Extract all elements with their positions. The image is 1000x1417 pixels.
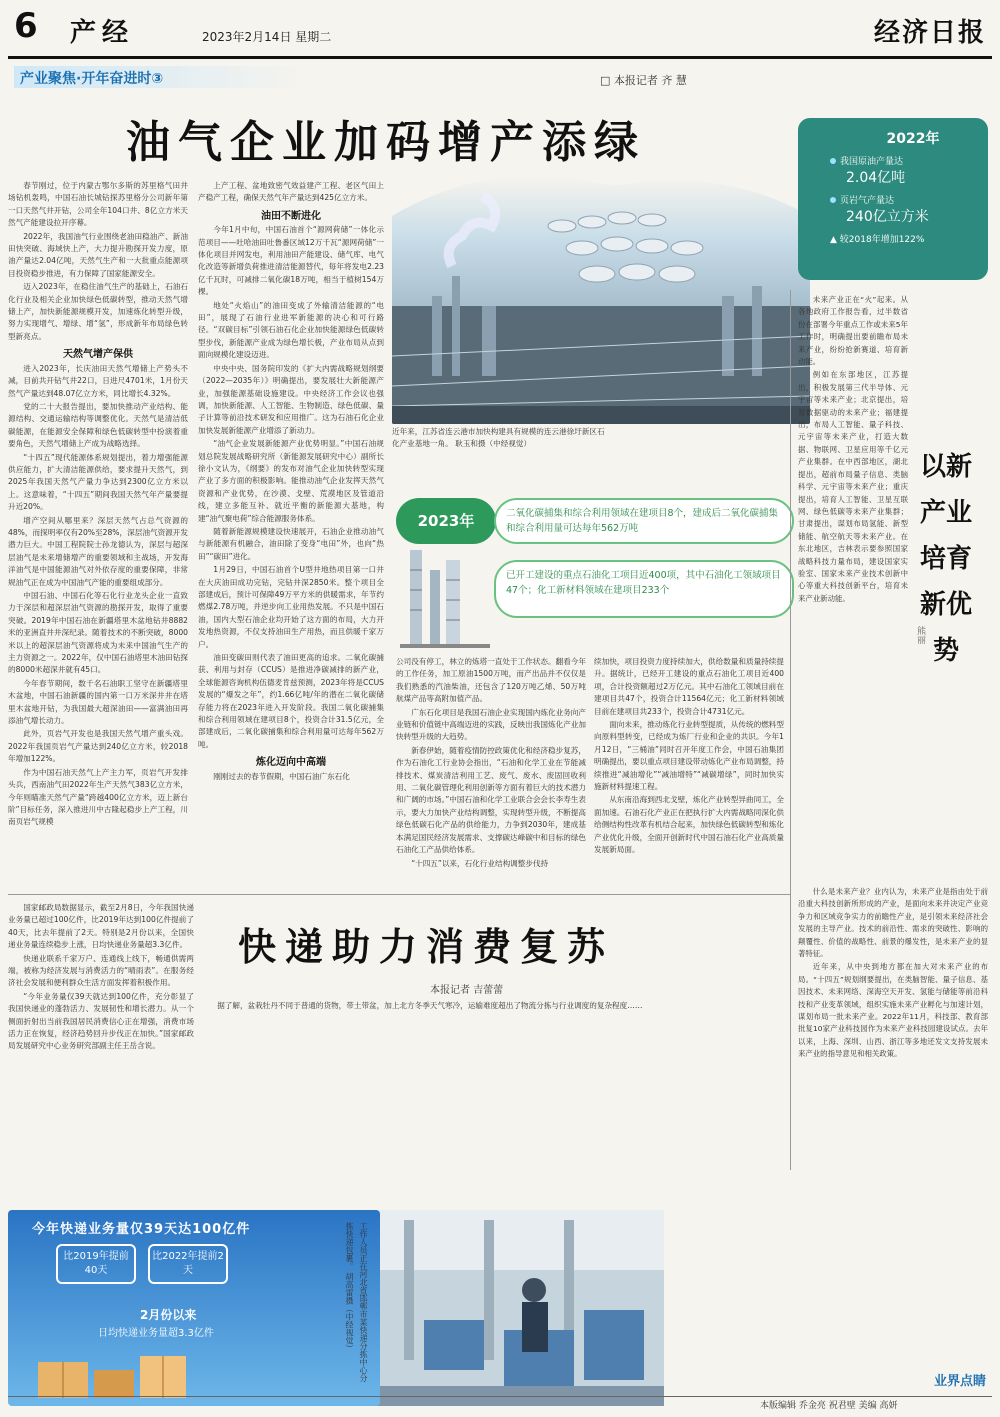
column-divider (790, 290, 791, 1170)
opinion-column-bottom (798, 886, 988, 1366)
opinion-title: 以新产业培育新优势 (919, 452, 972, 666)
paragraph: 2022年，我国油气行业围绕老油田稳油产、新油田快突破、海域快上产，大力提升勘探开发力度，原油产量达2.04亿吨，天然气生产和一大批重点能源项目投资稳步推进，有力保障了国家能源安全。 (8, 231, 188, 278)
paragraph: 续加快，项目投资力度持续加大，供给数量和质量持续提升。据统计，已经开工建设的重点石油化工项目近400项，合计投资额超过2万亿元。其中石油化工领域目前在建项目共47个，投资合计11564亿元；化工新材料领域目前在建项目共233个，投资合计4731亿元。 (594, 657, 784, 716)
express-stat-2022: 比2022年提前2天 (148, 1244, 228, 1284)
feature-kicker: 产业聚焦·开年奋进时③ (14, 66, 314, 88)
paragraph: 今年春节期间，数千名石油职工坚守在新疆塔里木盆地，中国石油新疆的国内第一口万米深井井在塔里木盆地开钻，为我国最大超深油田——富满油田再添油气增长动力。 (8, 678, 188, 726)
paragraph: 公司没有停工，林立的炼塔一直处于工作状态。翻看今年的工作任务，加工原油1500万吨，而产出品并不仅仅是我们熟悉的汽油柴油，还包含了120万吨乙烯、50万吨航煤产品等高附加值产品。 (396, 657, 586, 704)
stat-label: 页岩气产量达 (830, 193, 976, 206)
paragraph: “十四五”以来，石化行业结构调整步伐持 (411, 858, 549, 868)
paragraph: 例如在东部地区，江苏提出，积极发展第三代半导体、元宇宙等未来产业；北京提出，培育数据驱动的未来产业；福建提出，布局人工智能、量子科技、元宇宙等未来产业，打造大数据、物联网、卫星应用等千亿元产业集群。在中西部地区，湖北提出，超前布局量子信息、类脑科学、元宇宙等未来产业；重庆提出，培育人工智能、卫星互联网、绿色低碳等未来产业集群；甘肃提出，谋划布局氢能、新型储能、航空航天等未来产业。在东北地区，吉林表示要参照国家战略科技力量布局，建设国家实验室、国家未来产业技术创新中心等重大科技创新平台，培育未来产业新动能。 (798, 370, 908, 603)
up-arrow-icon: ▲ (830, 235, 840, 245)
express-column-1 (8, 902, 194, 1204)
paragraph: 近年来，从中央到地方都在加大对未来产业的布局。“十四五”规划纲要提出，在类脑智能、量子信息、基因技术、未来网络、深海空天开发、氢能与储能等前沿科技和产业变革领域，组织实施未来产业孵化与加速计划，谋划布局一批未来产业。2022年11月，科技部、教育部批复10家产业科技园作为未来产业科技园建设试点。去年以来，上海、深圳、山西、浙江等多地还发文支持发展未来产业的指导意见和相关政策。 (798, 962, 988, 1059)
paragraph: 从东南沿海到西北戈壁，炼化产业转型异曲同工，全面加速。石油石化产业正在把执行扩大内需战略同深化供给侧结构性改革有机结合起来，加快绿色低碳转型和炼化产业优化升级，全面开创新时代中国石油石化产业高质量发展新局面。 (594, 795, 784, 855)
paragraph: 春节刚过，位于内蒙古鄂尔多斯的苏里格气田井场钻机轰鸣，中国石油长城钻探苏里格分公司新年第一口天然气井开钻，公司全年104口井、8亿立方米天然气产能建设拉开序幕。 (8, 181, 188, 228)
paragraph: 国家邮政局数据显示，截至2月8日，今年我国快递业务量已超过100亿件，比2019年达到100亿件提前了40天，比去年提前了2天。特别是2月份以来，全国快递业务量连续稳步上涨，日均快递业务量超3.3亿件。 (8, 903, 194, 950)
paragraph: 油田变碳田则代表了油田更高的追求。二氧化碳捕获、利用与封存（CCUS）是推进净碳减排的新产业，全球能源咨询机构伍德麦肯兹预测，2023年将是CCUS发展的“爆发之年”，约1.66亿吨/年的潜在二氧化碳储存能力将在2023年进入开发阶段。我国二氧化碳捕集和综合利用领域在建项目8个，投资合计31.5亿元，全部建成后，二氧化碳捕集和综合利用量可达每年562万吨。 (198, 653, 384, 749)
paragraph: 增产空间从哪里来？深层天然气占总气资源的48%，而探明率仅有20%至28%，深层油气资源开发潜力巨大。中国工程院院士孙龙德认为，深层与超深层油气是未来增储增产的重要领域和主战场，开发海洋油气是中国能源油气对外依存度的重要保障，非常规油气正在成为中国油气产能的重要组成部分。 (8, 515, 188, 587)
paragraph: 中国石油、中国石化等石化行业龙头企业一直致力于深层和超深层油气资源的勘探开发，取得了重要突破。2019年中国石油在新疆塔里木盆地钻井8882米的亚洲直井井深纪录。随着技术的不断突破，8000米以上的超深层油气资源将成为未来中国油气生产的主力资源之一。2022年，仅中国石油塔里木油田钻探的8000米超深井就有45口。 (8, 591, 188, 675)
feature-column-2 (198, 180, 384, 886)
bullet-icon (830, 158, 836, 164)
subheading: 炼化迈向中高端 (256, 757, 326, 769)
feature-headline: 油气企业加码增产添绿 (126, 117, 646, 168)
feature-column-4 (594, 656, 784, 884)
express-byline: 本报记者 吉蕾蕾 (430, 985, 504, 996)
opinion-badge: 业界点睛 (933, 1374, 986, 1389)
paragraph: 刚刚过去的春节假期，中国石油广东石化 (213, 771, 350, 781)
caption-text: 近年来，江苏省连云港市加快构建具有规模的连云港徐圩新区石化产业基地一角。 (392, 427, 605, 448)
paragraph: 迈入2023年，在稳住油气生产的基础上，石油石化行业及相关企业加快绿色低碳转型，推动天然气增储上产，加快新能源规模开发，加速炼化转型升级，努力实现增气、增绿、增“氢”，形成新年布局绿色转型新亮点。 (8, 282, 188, 341)
caption-credit: 胡高雷摄（中经视觉） (345, 1272, 354, 1353)
express-headline: 快递助力消费复苏 (238, 924, 615, 969)
paragraph: 面向未来，推动炼化行业转型提质，从传统的燃料型向原料型转变，已经成为炼厂行业和企业的共识。今年1月12日，“三桶油”同时召开年度工作会，中国石油集团明确提出，要以重点项目建设带动炼化产业布局调整，持续推进“减油增化”“减油增特”“减碳增绿”，同时加快实施新材料提速工程。 (594, 720, 784, 792)
paragraph: 新春伊始，随着疫情防控政策优化和经济稳步复苏，作为石油化工行业协会指出，“石油和化学工业在节能减排技术、煤炭清洁利用工艺、废气、废水、废固回收利用、二氧化碳管理化利用创新等方面有着巨大的技术潜力和广阔的市场。”中国石油和化学工业联合会会长李寿生表示，要大力加快产业结构调整，实现转型升级，不断提高绿色低碳石化产品的供给能力，力争到2030年，建成基本满足国民经济发展需求、支撑碳达峰碳中和目标的绿色石油化工产品供给体系。 (396, 745, 586, 855)
paragraph: “今年业务量仅39天就达到100亿件，充分彰显了我国快递业的蓬勃活力、发展韧性和增长潜力。从一个侧面折射出当前我国居民消费信心正在增强，消费市场活力正在恢复，经济趋势回升步伐正在加快。”国家邮政局发展研究中心业务研究部副主任王岳含说。 (8, 991, 194, 1051)
caption-credit: 耿玉和摄（中经视觉） (455, 439, 532, 448)
paragraph: 1月29日，中国石油首个U型井地热项目第一口井在大庆油田成功完钻，完钻井深2850米。整个项目全部建成后，预计可保障49万平方米的供暖需求，年节约燃煤2.78万吨，并逆步向工业用热发展。不只是中国石油，国内大型石油企业均开始了这方面的布局，大力开发地热资源，不仅支持油田生产用热，而且供暖千家万户。 (198, 565, 384, 649)
stats-2023-line-1: 二氧化碳捕集和综合利用领域在建项目8个，建成后二氧化碳捕集和综合利用量可达每年562万吨 (494, 498, 794, 544)
paragraph: “油气企业发展新能源产业优势明显。”中国石油规划总院发展战略研究所（新能源发展研究中心）副所长徐小文认为，《纲要》的发布对油气企业加快转型实现产业了多方面的积极影响。能推动油气企业发挥天然气资源和产业优势，在沙漠、戈壁、荒漠地区及管道沿线，建立多能互补、就近平衡的新能源大基地，构建“油气聚电荷”综合能源服务体系。 (198, 439, 384, 523)
paragraph: 据了解，盆栽牡丹不同于普通的货物，带土带盆，加上北方冬季天气寒冷，运输难度超出了物流分拣与行业调度的复杂程度…… (217, 1001, 643, 1010)
stats-2023-line-2: 已开工建设的重点石油化工项目近400项，其中石油化工领域项目47个；化工新材料领域在建项目233个 (494, 560, 794, 618)
paragraph: 广东石化项目是我国石油企业实现国内炼化业务向产业链和价值链中高端迈进的实践，反映出我国炼化产业加快转型升级的大趋势。 (396, 707, 586, 742)
refinery-photo (392, 156, 810, 424)
paragraph: 今年1月中旬，中国石油首个“源网荷储”一体化示范项目——吐哈油田吐鲁番区域12万千瓦“源网荷储”一体化项目并网发电，利用油田产能建设、储气库、电气化改造等新增负荷推进清洁能源替代，每年将发电2.23亿千瓦时，可减排二氧化碳18万吨，相当于植树154万棵。 (198, 225, 384, 297)
editor-credits: 本版编辑 乔金亮 祝君壁 美编 高妍 (760, 1401, 898, 1411)
express-stats-title: 今年快递业务量仅39天达100亿件 (32, 1222, 251, 1237)
paragraph: 未来产业正在“火”起来。从各地政府工作报告看，过半数省份在部署今年重点工作或未来5年工作时，明确提出要前瞻布局未来产业，纷纷抢新赛道、培育新动能。 (798, 295, 908, 367)
stats-2022-box (798, 118, 988, 280)
express-body (202, 1000, 782, 1204)
paragraph: 地处“火焰山”的油田变成了外输清洁能源的“电田”，展现了石油行业进军新能源的决心和可行路径。“双碳目标”引领石油石化企业加快能源绿色低碳转型步伐，新能源产业成为绿色增长极，产业布局从点到面向规模化建设迈进。 (198, 300, 384, 360)
paragraph: 此外，页岩气开发也是我国天然气增产重头戏。2022年我国页岩气产量达到240亿立方米，较2018年增加122%。 (8, 729, 188, 764)
stat-label: 我国原油产量达 (830, 154, 976, 167)
paragraph: 党的二十大报告提出，要加快推动产业结构、能源结构、交通运输结构等调整优化。天然气是清洁低碳能源，在能源安全保障和绿色低碳转型中扮演着重要角色，天然气增储上产成为战略选择。 (8, 401, 188, 449)
section-divider (8, 894, 790, 895)
feature-byline: □ 本报记者 齐 慧 (600, 74, 687, 87)
express-stat-2019: 比2019年提前40天 (56, 1244, 136, 1284)
paragraph: 快递业联系千家万户、连通线上线下，畅通供需两端，被称为经济发展与消费活力的“晴雨表”。在服务经济社会发展和便利群众生活方面发挥着积极作用。 (8, 953, 194, 988)
feature-column-3 (396, 656, 586, 884)
paragraph: 中央中央、国务院印发的《扩大内需战略规划纲要（2022—2035年）》明确提出，要发展壮大新能源产业，加强能源基础设施建设。中央经济工作会议也强调，加快新能源、人工智能、生物制造、绿色低碳、量子计算等前沿技术研发和应用推广。这为石油石化企业加快发展新能源产业增添了新动力。 (198, 363, 384, 435)
parcel-illustration (28, 1346, 228, 1402)
opinion-author: 熊丽 (915, 626, 925, 644)
section-title: 产经 (70, 18, 135, 48)
paragraph: 作为中国石油天然气上产主力军，页岩气开发排头兵，西南油气田2022年生产天然气383亿立方米，今年则瞄准天然气产量“跨越400亿立方米，迈上新台阶”目标任务，深入推进川中古隆起稳步上产工程，川南页岩气规模 (8, 767, 188, 827)
paragraph: 什么是未来产业？业内认为，未来产业是指由处于前沿重大科技创新所形成的产业，是面向未来并决定产业竞争力和区域竞争实力的前瞻性产业，是引领未来经济社会发展的主导产业。技术的前沿性、需求的突破性、影响的颠覆性、价值的战略性、前景的爆发性，是未来产业的显著特征。 (798, 887, 988, 959)
stat-change: ▲ 较2018年增加122% (830, 235, 925, 245)
paragraph: “十四五”现代能源体系规划提出，着力增强能源供应能力，扩大清洁能源供给，要求提升天然气，到2025年我国天然气产量力争达到2300亿立方米以上。这意味着，“十四五”期间我国天然气年产量要提升近20%。 (8, 452, 188, 512)
delivery-photo-caption (290, 1222, 370, 1382)
bullet-icon (830, 197, 836, 203)
refinery-photo-caption (392, 426, 608, 450)
caption-text: 工作人员正在河北省邯郸市某快递分拣中心分拣快递包裹。 (345, 1222, 368, 1382)
footer-rule (8, 1396, 992, 1397)
stats-2023-label: 2023年 (396, 498, 496, 544)
refinery-tower-illustration (400, 540, 490, 650)
paragraph: 随着新能源规模建设快速展开，石油企业推动油气与新能源有机融合，油田除了变身“电田”外，也向“热田”“碳田”进化。 (198, 526, 384, 561)
feature-column-1 (8, 180, 188, 886)
masthead-rule (8, 56, 992, 59)
express-stat-since: 2月份以来 (140, 1308, 197, 1322)
stat-value: 2.04亿吨 (846, 170, 906, 186)
subheading: 油田不断进化 (261, 210, 321, 222)
paragraph: 上产工程、盆地致密气效益建产工程、老区气田上产稳产工程，确保天然气年产量达到425亿立方米。 (198, 181, 384, 203)
subheading: 天然气增产保供 (63, 349, 133, 361)
page-number: 6 (14, 6, 38, 46)
express-stat-daily: 日均快递业务量超3.3亿件 (98, 1328, 214, 1339)
stats-year: 2022年 (886, 131, 940, 147)
newspaper-logo: 经济日报 (873, 18, 986, 48)
publication-date: 2023年2月14日 星期二 (202, 30, 332, 44)
stat-value: 240亿立方米 (846, 209, 929, 225)
paragraph: 进入2023年，长庆油田天然气增储上产势头不减，目前共开钻气井22口，日进尺4701米，1月份天然气产量达到48.07亿立方米，同比增长4.32%。 (8, 363, 188, 398)
opinion-column-top (798, 294, 908, 884)
